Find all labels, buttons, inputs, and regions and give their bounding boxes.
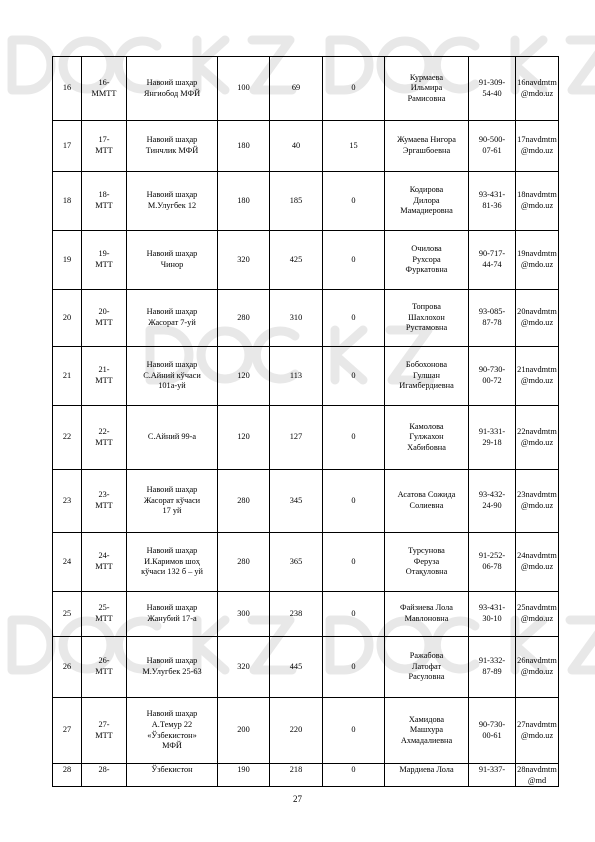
table-row [53,121,559,172]
phone-number: 93-431- 30-10 [469,592,516,637]
director-name: Топрова Шахлохон Рустамовна [385,290,469,347]
director-name: Бобохонова Гулшан Игамбердиевна [385,347,469,406]
queue-count: 0 [323,637,385,698]
institution-code: 18- МТТ [82,172,127,231]
enrolled-count: 218 [270,764,323,787]
address: Навоий шаҳар М.Улугбек 25-63 [127,637,218,698]
address: Навоий шаҳар Тинчлик МФЙ [127,121,218,172]
email-address: 16navdmtm@mdo.uz [516,57,559,121]
queue-count: 0 [323,533,385,592]
enrolled-count: 69 [270,57,323,121]
queue-count: 15 [323,121,385,172]
enrolled-count: 238 [270,592,323,637]
row-number: 17 [53,121,82,172]
row-number: 16 [53,57,82,121]
capacity: 120 [218,347,270,406]
queue-count: 0 [323,172,385,231]
queue-count: 0 [323,290,385,347]
phone-number: 90-500- 07-61 [469,121,516,172]
queue-count: 0 [323,347,385,406]
phone-number: 90-730- 00-61 [469,698,516,764]
row-number: 25 [53,592,82,637]
email-address: 22navdmtm@mdo.uz [516,406,559,470]
table-row [53,764,559,787]
enrolled-count: 310 [270,290,323,347]
director-name: Хамидова Машхура Ахмадалиевна [385,698,469,764]
register-rows [53,57,559,787]
address: Ўзбекистон [127,764,218,787]
email-address: 25navdmtm@mdo.uz [516,592,559,637]
institution-code: 20- МТТ [82,290,127,347]
row-number: 27 [53,698,82,764]
enrolled-count: 185 [270,172,323,231]
table-row [53,347,559,406]
row-number: 18 [53,172,82,231]
queue-count: 0 [323,764,385,787]
queue-count: 0 [323,406,385,470]
institution-code: 24- МТТ [82,533,127,592]
table-row [53,592,559,637]
address: Навоий шаҳар А.Темур 22 «Ўзбекистон» МФЙ [127,698,218,764]
email-address: 28navdmtm@md [516,764,559,787]
phone-number: 90-730- 00-72 [469,347,516,406]
table-row [53,172,559,231]
phone-number: 93-085- 87-78 [469,290,516,347]
email-address: 23navdmtm@mdo.uz [516,470,559,533]
capacity: 280 [218,533,270,592]
address: Навоий шаҳар Жасорат кўчаси 17 уй [127,470,218,533]
table-row [53,533,559,592]
row-number: 19 [53,231,82,290]
email-address: 21navdmtm@mdo.uz [516,347,559,406]
enrolled-count: 127 [270,406,323,470]
email-address: 19navdmtm@mdo.uz [516,231,559,290]
enrolled-count: 345 [270,470,323,533]
queue-count: 0 [323,592,385,637]
table-row [53,231,559,290]
institution-code: 27- МТТ [82,698,127,764]
phone-number: 91-252- 06-78 [469,533,516,592]
address: Навоий шаҳар С.Айний кўчаси 101а-уй [127,347,218,406]
email-address: 27navdmtm@mdo.uz [516,698,559,764]
enrolled-count: 113 [270,347,323,406]
row-number: 21 [53,347,82,406]
table-row [53,470,559,533]
address: Навоий шаҳар И.Каримов шоҳ кўчаси 132 б – уй [127,533,218,592]
table-row [53,698,559,764]
email-address: 17navdmtm@mdo.uz [516,121,559,172]
capacity: 300 [218,592,270,637]
table-row [53,637,559,698]
preschool-register-table [52,56,559,787]
institution-code: 26- МТТ [82,637,127,698]
address: С.Айний 99-а [127,406,218,470]
director-name: Курмаева Ильмира Рамисовна [385,57,469,121]
director-name: Жумаева Нигора Эргашбоевна [385,121,469,172]
row-number: 24 [53,533,82,592]
capacity: 180 [218,121,270,172]
queue-count: 0 [323,470,385,533]
capacity: 320 [218,637,270,698]
capacity: 280 [218,470,270,533]
phone-number: 93-431- 81-36 [469,172,516,231]
queue-count: 0 [323,57,385,121]
address: Навоий шаҳар Жасорат 7-уй [127,290,218,347]
phone-number: 90-717- 44-74 [469,231,516,290]
address: Навоий шаҳар М.Улугбек 12 [127,172,218,231]
enrolled-count: 220 [270,698,323,764]
capacity: 320 [218,231,270,290]
director-name: Файзиева Лола Мавлоновна [385,592,469,637]
institution-code: 22- МТТ [82,406,127,470]
table-row [53,406,559,470]
capacity: 190 [218,764,270,787]
capacity: 280 [218,290,270,347]
queue-count: 0 [323,231,385,290]
phone-number: 91-331- 29-18 [469,406,516,470]
institution-code: 28- [82,764,127,787]
row-number: 28 [53,764,82,787]
director-name: Камолова Гулжахон Хабибовна [385,406,469,470]
director-name: Турсунова Феруза Отақуловна [385,533,469,592]
institution-code: 21- МТТ [82,347,127,406]
table-row [53,290,559,347]
institution-code: 23- МТТ [82,470,127,533]
director-name: Асатова Сожида Солиевна [385,470,469,533]
director-name: Ражабова Латофат Расуловна [385,637,469,698]
capacity: 100 [218,57,270,121]
queue-count: 0 [323,698,385,764]
row-number: 22 [53,406,82,470]
enrolled-count: 365 [270,533,323,592]
phone-number: 91-309- 54-40 [469,57,516,121]
institution-code: 19- МТТ [82,231,127,290]
page-number: 27 [293,794,302,804]
email-address: 18navdmtm@mdo.uz [516,172,559,231]
institution-code: 16- ММТТ [82,57,127,121]
enrolled-count: 445 [270,637,323,698]
email-address: 26navdmtm@mdo.uz [516,637,559,698]
capacity: 180 [218,172,270,231]
row-number: 23 [53,470,82,533]
phone-number: 93-432- 24-90 [469,470,516,533]
address: Навоий шаҳар Жанубий 17-а [127,592,218,637]
phone-number: 91-332- 87-89 [469,637,516,698]
email-address: 20navdmtm@mdo.uz [516,290,559,347]
address: Навоий шаҳар Чинор [127,231,218,290]
row-number: 20 [53,290,82,347]
enrolled-count: 40 [270,121,323,172]
director-name: Очилова Рухсора Фуркатовна [385,231,469,290]
table-row [53,57,559,121]
enrolled-count: 425 [270,231,323,290]
row-number: 26 [53,637,82,698]
phone-number: 91-337- [469,764,516,787]
director-name: Кодирова Дилора Мамадиеровна [385,172,469,231]
address: Навоий шаҳар Янгиобод МФЙ [127,57,218,121]
capacity: 200 [218,698,270,764]
capacity: 120 [218,406,270,470]
institution-code: 25- МТТ [82,592,127,637]
director-name: Мардиева Лола [385,764,469,787]
email-address: 24navdmtm@mdo.uz [516,533,559,592]
institution-code: 17- МТТ [82,121,127,172]
